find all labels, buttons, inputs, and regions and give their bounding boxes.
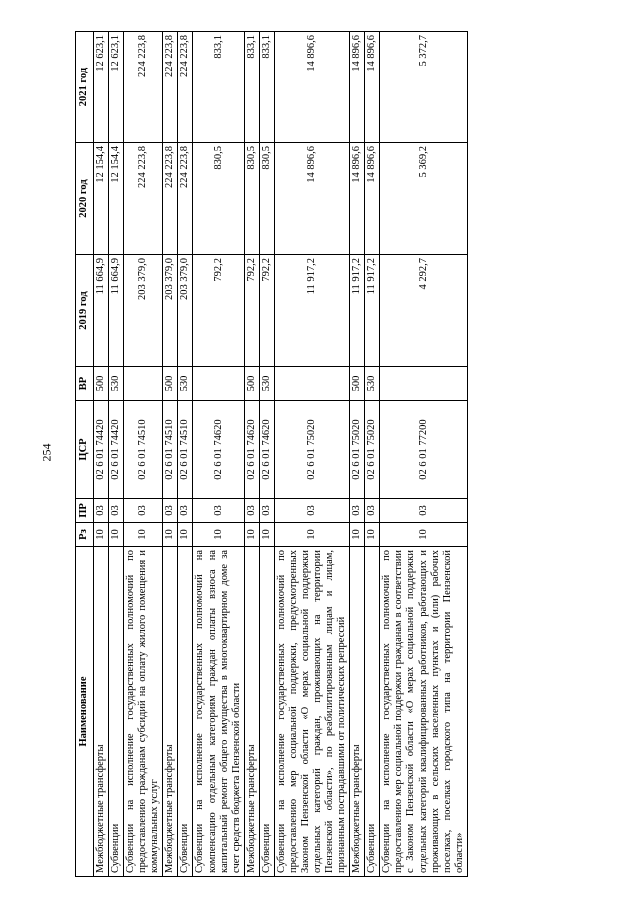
row-csr: 02 6 01 74620 [244,401,259,499]
row-2019: 11 664,9 [94,255,109,367]
table-row [365,32,380,877]
row-csr: 02 6 01 75020 [350,401,365,499]
row-rz: 10 [109,523,124,547]
row-csr: 02 6 01 74620 [193,401,244,499]
row-name: Субвенции [178,547,193,877]
header-csr: ЦСР [76,401,94,499]
page-number [38,0,56,905]
row-2019: 792,2 [193,255,244,367]
row-2021: 14 896,6 [274,32,349,143]
row-2020: 14 896,6 [350,143,365,255]
table-row [109,32,124,877]
row-rz: 10 [365,523,380,547]
budget-table-sheet [75,32,605,877]
row-pr: 03 [193,499,244,523]
row-2020: 14 896,6 [274,143,349,255]
row-name: Субвенции [365,547,380,877]
row-vr: 530 [178,367,193,401]
row-vr [193,367,244,401]
table-row [193,32,244,877]
row-rz: 10 [124,523,163,547]
table-row [163,32,178,877]
row-pr: 03 [259,499,274,523]
row-pr: 03 [163,499,178,523]
row-2019: 792,2 [244,255,259,367]
row-rz: 10 [178,523,193,547]
row-2020: 830,5 [193,143,244,255]
row-2020: 14 896,6 [365,143,380,255]
row-csr: 02 6 01 74420 [94,401,109,499]
row-2021: 224 223,8 [178,32,193,143]
row-pr: 03 [380,499,467,523]
row-vr: 500 [350,367,365,401]
row-name: Субвенции [259,547,274,877]
row-vr: 500 [163,367,178,401]
row-name: Субвенции на исполнение государственных полномочий по предоставлению мер социальной поддержки, предусмотренных Законом Пензенской области «О мерах социальной поддержки отдельных категорий граждан, проживающих на территории Пензенской области», по реабилитированным лицам и лицам, признанным пострадавшими от политических репрессий [274,547,349,877]
row-2019: 203 379,0 [178,255,193,367]
header-rz: Рз [76,523,94,547]
row-name: Межбюджетные трансферты [94,547,109,877]
header-pr: ПР [76,499,94,523]
row-rz: 10 [94,523,109,547]
row-2019: 4 292,7 [380,255,467,367]
table-header [76,32,94,877]
row-pr: 03 [350,499,365,523]
row-name: Межбюджетные трансферты [244,547,259,877]
row-2020: 224 223,8 [124,143,163,255]
row-2021: 833,1 [244,32,259,143]
row-2020: 830,5 [244,143,259,255]
row-2019: 11 917,2 [350,255,365,367]
row-rz: 10 [380,523,467,547]
row-2019: 11 664,9 [109,255,124,367]
row-2021: 833,1 [259,32,274,143]
row-vr: 500 [244,367,259,401]
row-rz: 10 [163,523,178,547]
row-rz: 10 [350,523,365,547]
row-2019: 11 917,2 [365,255,380,367]
table-body [94,32,468,877]
row-name: Межбюджетные трансферты [350,547,365,877]
row-csr: 02 6 01 74510 [178,401,193,499]
row-csr: 02 6 01 75020 [365,401,380,499]
row-rz: 10 [244,523,259,547]
row-2021: 12 623,1 [94,32,109,143]
row-vr [124,367,163,401]
row-2019: 11 917,2 [274,255,349,367]
row-vr: 530 [109,367,124,401]
page-number-text: 254 [39,443,54,462]
row-csr: 02 6 01 75020 [274,401,349,499]
header-name: Наименование [76,547,94,877]
row-2021: 5 372,7 [380,32,467,143]
header-2019: 2019 год [76,255,94,367]
row-csr: 02 6 01 74510 [163,401,178,499]
header-row [76,32,94,877]
table-row [244,32,259,877]
row-2021: 833,1 [193,32,244,143]
row-pr: 03 [274,499,349,523]
row-2020: 12 154,4 [109,143,124,255]
row-pr: 03 [244,499,259,523]
row-vr [274,367,349,401]
row-2020: 224 223,8 [163,143,178,255]
row-pr: 03 [178,499,193,523]
row-rz: 10 [259,523,274,547]
row-2019: 203 379,0 [163,255,178,367]
row-name: Субвенции на исполнение государственных полномочий по предоставлению мер социальной поддержки гражданам в соответствии с Законом Пензенской области «О мерах социальной поддержки отдельных категорий квалифицированных работников, работающих и проживающих в сельских населенных пунктах и (или) рабочих поселках, поселках городского типа на территории Пензенской области» [380,547,467,877]
row-vr [380,367,467,401]
table-row [124,32,163,877]
table-row [94,32,109,877]
row-pr: 03 [94,499,109,523]
row-rz: 10 [193,523,244,547]
table-row [350,32,365,877]
row-2021: 14 896,6 [350,32,365,143]
row-csr: 02 6 01 74420 [109,401,124,499]
row-csr: 02 6 01 74620 [259,401,274,499]
row-2020: 224 223,8 [178,143,193,255]
row-pr: 03 [365,499,380,523]
budget-table [75,31,468,877]
table-row [380,32,467,877]
row-2021: 224 223,8 [124,32,163,143]
row-name: Субвенции на исполнение государственных полномочий на компенсацию отдельным категориям граждан оплаты взноса на капитальный ремонт общего имущества в многоквартирном доме за счет средств бюджета Пензенской области [193,547,244,877]
row-2019: 203 379,0 [124,255,163,367]
header-vr: ВР [76,367,94,401]
row-vr: 530 [259,367,274,401]
row-rz: 10 [274,523,349,547]
row-2021: 224 223,8 [163,32,178,143]
row-2020: 5 369,2 [380,143,467,255]
table-row [274,32,349,877]
row-csr: 02 6 01 77200 [380,401,467,499]
row-2021: 14 896,6 [365,32,380,143]
row-name: Межбюджетные трансферты [163,547,178,877]
row-pr: 03 [109,499,124,523]
header-2021: 2021 год [76,32,94,143]
row-name: Субвенции на исполнение государственных полномочий по предоставлению гражданам субсидий на оплату жилого помещения и коммунальных услуг [124,547,163,877]
table-row [259,32,274,877]
header-2020: 2020 год [76,143,94,255]
row-pr: 03 [124,499,163,523]
row-2019: 792,2 [259,255,274,367]
row-2021: 12 623,1 [109,32,124,143]
row-2020: 830,5 [259,143,274,255]
row-vr: 500 [94,367,109,401]
row-2020: 12 154,4 [94,143,109,255]
row-vr: 530 [365,367,380,401]
table-row [178,32,193,877]
row-name: Субвенции [109,547,124,877]
row-csr: 02 6 01 74510 [124,401,163,499]
